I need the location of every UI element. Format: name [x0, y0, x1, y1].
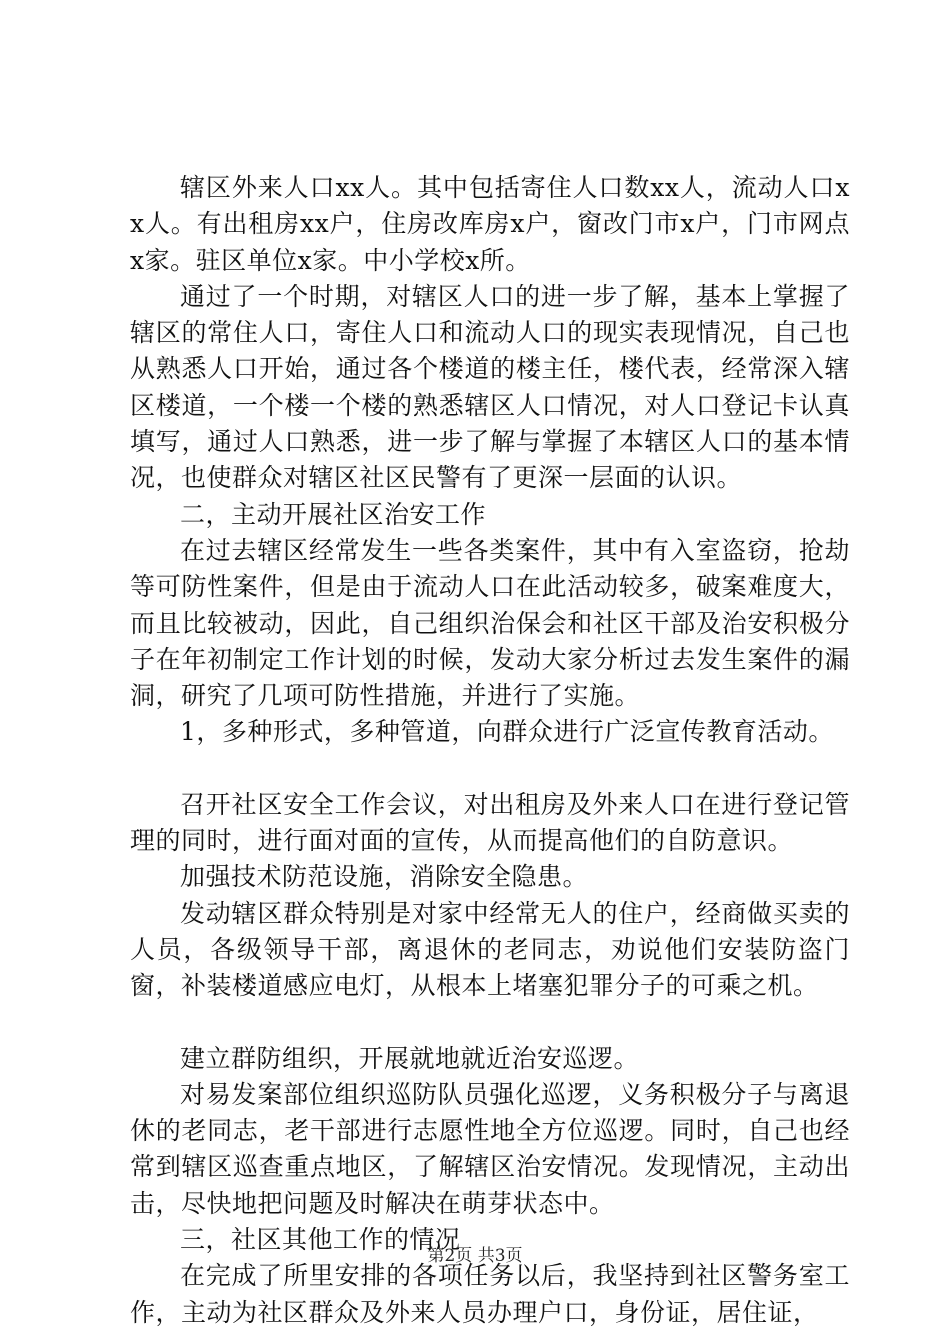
- paragraph-other-work: 在完成了所里安排的各项任务以后，我坚持到社区警务室工作，主动为社区群众及外来人员办理户口，身份证，居住证，: [130, 1261, 850, 1327]
- paragraph-safety-meeting: 召开社区安全工作会议，对出租房及外来人口在进行登记管理的同时，进行面对面的宣传，从而提高他们的自防意识。: [130, 789, 850, 856]
- document-body: [130, 170, 850, 1331]
- page-number-footer: 第2页 共3页: [427, 1246, 523, 1266]
- paragraph-residents-mobilization: 发动辖区群众特别是对家中经常无人的住户，经商做买卖的人员，各级领导干部，离退休的老同志，劝说他们安装防盗门窗，补装楼道感应电灯，从根本上堵塞犯罪分子的可乘之机。: [130, 898, 850, 1001]
- paragraph-patrol-details: 对易发案部位组织巡防队员强化巡逻，义务积极分子与离退休的老同志，老干部进行志愿性地全方位巡逻。同时，自己也经常到辖区巡查重点地区，了解辖区治安情况。发现情况，主动出击，尽快地把问题及时解决在萌芽状态中。: [130, 1079, 850, 1218]
- paragraph-population-stats: 辖区外来人口xx人。其中包括寄住人口数xx人，流动人口xx人。有出租房xx户，住房改库房x户，窗改门市x户，门市网点x家。驻区单位x家。中小学校x所。: [130, 173, 850, 275]
- section-heading-security-work: 二，主动开展社区治安工作: [180, 499, 487, 529]
- item-heading-patrol: 建立群防组织，开展就地就近治安巡逻。: [180, 1043, 640, 1073]
- paragraph-past-cases: 在过去辖区经常发生一些各类案件，其中有入室盗窃，抢劫等可防性案件，但是由于流动人口在此活动较多，破案难度大，而且比较被动，因此，自己组织治保会和社区干部及治安积极分子在年初制定工作计划的时候，发动大家分析过去发生案件的漏洞，研究了几项可防性措施，并进行了实施。: [130, 535, 850, 711]
- item-heading-publicity: 1，多种形式，多种管道，向群众进行广泛宣传教育活动。: [180, 717, 834, 747]
- paragraph-population-familiarity: 通过了一个时期，对辖区人口的进一步了解，基本上掌握了辖区的常住人口，寄住人口和流动人口的现实表现情况，自己也从熟悉人口开始，通过各个楼道的楼主任，楼代表，经常深入辖区楼道，一个楼一个楼的熟悉辖区人口情况，对人口登记卡认真填写，通过人口熟悉，进一步了解与掌握了本辖区人口的基本情况，也使群众对辖区社区民警有了更深一层面的认识。: [130, 281, 850, 493]
- item-heading-tech-prevention: 加强技术防范设施，消除安全隐患。: [180, 862, 589, 892]
- section-heading-other-work: 三，社区其他工作的情况: [180, 1225, 461, 1255]
